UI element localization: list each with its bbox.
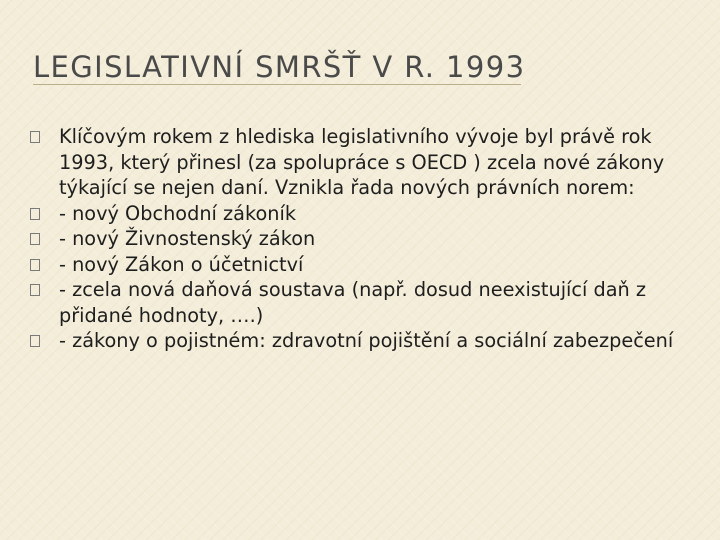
bullet-text: - zákony o pojistném: zdravotní pojištění a sociální zabezpečení <box>59 329 674 352</box>
bullet-item-zakon-o-ucetnictvi <box>30 252 696 278</box>
bullet-text: - nový Obchodní zákoník <box>59 201 296 225</box>
missing-glyph-box-icon <box>30 335 40 347</box>
bullet-item-zakony-o-pojistnem <box>30 328 696 354</box>
missing-glyph-box-icon <box>30 233 40 245</box>
missing-glyph-box-icon <box>30 131 40 143</box>
slide-title: LEGISLATIVNÍ SMRŠŤ V R. 1993 <box>33 50 526 84</box>
bullet-text: Klíčovým rokem z hlediska legislativního vývoje byl právě rok 1993, který přinesl (za spolupráce s OECD ) zcela nové zákony týkající se nejen daní. Vznikla řada nových právních norem: <box>59 125 665 199</box>
missing-glyph-box-icon <box>30 208 40 220</box>
bullet-text: - zcela nová daňová soustava (např. dosud neexistující daň z přidané hodnoty, ….) <box>59 278 647 327</box>
missing-glyph-box-icon <box>30 259 40 271</box>
bullet-text: - nový Živnostenský zákon <box>59 227 316 250</box>
bullet-item-danova-soustava <box>30 277 696 328</box>
bullet-list <box>30 124 696 354</box>
bullet-item-obchodni-zakonik <box>30 201 696 227</box>
bullet-item-zivnostensky-zakon <box>30 226 696 252</box>
title-underline <box>33 84 521 85</box>
missing-glyph-box-icon <box>30 284 40 296</box>
bullet-text: - nový Zákon o účetnictví <box>59 252 304 276</box>
bullet-item-intro <box>30 124 696 201</box>
